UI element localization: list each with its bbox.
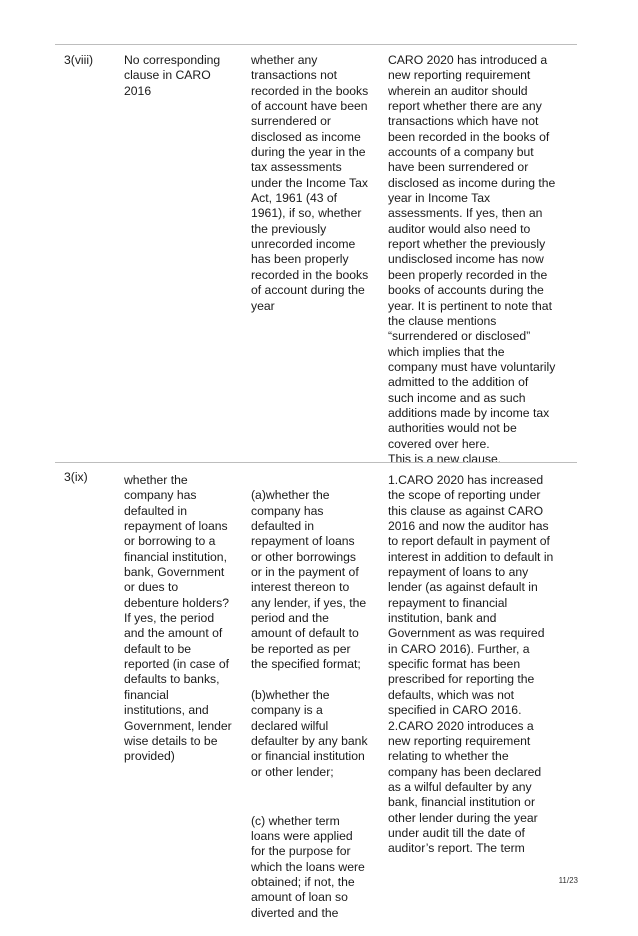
- caro-2020-subclause-b: (b)whether the company is a declared wilful defaulter by any bank or financial institution or other lender;: [251, 687, 368, 779]
- table-top-border: [55, 44, 577, 45]
- row-divider: [55, 462, 577, 463]
- clause-number: 3(viii): [64, 53, 94, 67]
- clause-number: 3(ix): [64, 470, 88, 484]
- caro-2020-column: [251, 473, 381, 936]
- page-number: 11/23: [558, 876, 578, 885]
- remarks-text: CARO 2020 has introduced a new reporting requirement wherein an auditor should report whether there are any transactions which have not been recorded in the books of accounts of a company but have been surrendered or disclosed as income during the year in Income Tax assessments. If yes, then an auditor would also need to report whether the previously undisclosed income has now been properly recorded in the books of accounts during the year. It is pertinent to note that the clause mentions “surrendered or disclosed” which implies that the company must have voluntarily admitted to the addition of such income and as such additions made by income tax authorities would not be covered over here. This is a new clause.: [388, 53, 556, 466]
- caro-2020-text: whether any transactions not recorded in the books of account have been surrendered or disclosed as income during the year in the tax assessments under the Income Tax Act, 1961 (43 of 1961), if so, whether the previously unrecorded income has been properly recorded in the books of account during the year: [251, 53, 369, 313]
- caro-2016-text: No corresponding clause in CARO 2016: [124, 53, 221, 98]
- remarks-text: 1.CARO 2020 has increased the scope of reporting under this clause as against CARO 2016 and now the auditor has to report default in payment of interest in addition to default in repayment of loans to any lender (as against default in repayment to financial institution, bank and Government as was required in CARO 2016). Further, a specific format has been prescribed for reporting the defaults, which was not specified in CARO 2016. 2.CARO 2020 introduces a new reporting requirement relating to whether the company has been declared as a wilful defaulter by any bank, financial institution or other lender during the year under audit till the date of auditor’s report. The term: [388, 473, 554, 856]
- caro-2020-subclause-c: (c) whether term loans were applied for the purpose for which the loans were obtained; if not, the amount of loan so diverted and the: [251, 813, 365, 920]
- caro-2016-text: whether the company has defaulted in repayment of loans or borrowing to a financial institution, bank, Government or dues to debenture holders? If yes, the period and the amount of default to be reported (in case of defaults to banks, financial institutions, and Government, lender wise details to be provided): [124, 473, 232, 764]
- caro-2020-subclause-a: (a)whether the company has defaulted in repayment of loans or other borrowings or in the payment of interest thereon to any lender, if yes, the period and the amount of default to be reported as per the specified format;: [251, 488, 367, 672]
